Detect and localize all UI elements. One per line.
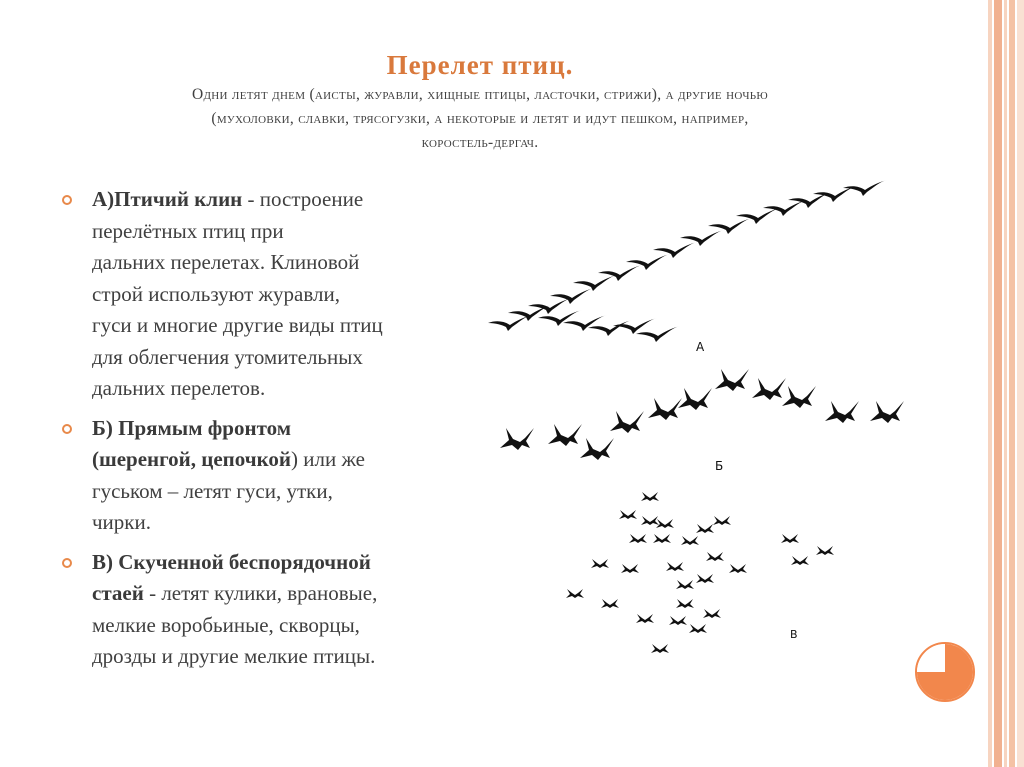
slide-subtitle [70,83,890,155]
formation-front [500,369,904,473]
bullet-text: - летят кулики, врановые, [143,581,378,605]
bullet-text: ) или же [291,447,366,471]
bullet-list [62,184,462,681]
label-a: А [696,340,705,354]
subtitle-line: Одни летят днем (аисты, журавли, хищные птицы, ласточки, стрижи), а другие ночью [191,86,769,103]
bullet-text: дальних перелетах. Клиновой [92,250,360,274]
bullet-heading: Б) Прямым фронтом [92,415,292,440]
bullet-front [62,413,462,539]
bird-formations-illustration [480,180,930,660]
formation-wedge [488,180,887,354]
bullet-wedge [62,184,462,405]
bullet-heading: А)Птичий клин [92,187,243,211]
subtitle-line: (мухоловки, славки, трясогузки, а некоторые и летят и идут пешком, например, [211,110,749,127]
bullet-text: строй используют журавли, [92,281,340,306]
subtitle-line: коростель-дергач. [421,134,539,151]
bullet-text: гуси и многие другие виды птиц [92,313,383,337]
bullet-text: мелкие воробьиные, скворцы, [92,612,360,637]
bullet-text: - построение [242,187,364,211]
bullet-text: для облегчения утомительных [92,344,363,369]
bullet-text: гуськом – летят гуси, утки, [92,478,333,503]
slide-title: Перелет птиц. [386,50,574,80]
decorative-side-stripes [988,0,1024,767]
bullet-heading: (шеренгой, цепочкой [92,447,291,471]
bullet-text: дальних перелетов. [92,376,266,400]
bullet-circle-icon [62,195,72,205]
bullet-text: дрозды и другие мелкие птицы. [92,644,376,668]
bullet-flock [62,547,462,673]
bullet-circle-icon [62,424,72,434]
bullet-heading: стаей [92,581,144,605]
bullet-heading: В) Скученной беспорядочной [92,549,371,574]
decorative-pie-icon [913,640,977,704]
label-v: В [790,628,798,641]
bullet-text: перелётных птиц при [92,218,284,243]
formation-flock [566,492,834,653]
bullet-text: чирки. [92,510,151,534]
bullet-circle-icon [62,558,72,568]
label-b: Б [715,459,724,473]
